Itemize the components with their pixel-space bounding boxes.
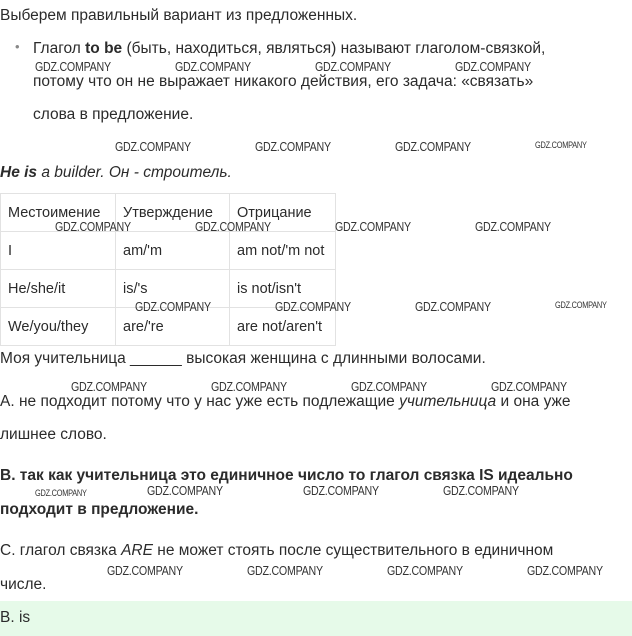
watermark: GDZ.COMPANY [55, 219, 131, 234]
question-text: Моя учительница ______ высокая женщина с длинными волосами. [0, 350, 486, 367]
watermark: GDZ.COMPANY [247, 563, 323, 578]
example-bold: He is [0, 164, 38, 181]
table-row [1, 232, 336, 270]
table-cell: are not/aren't [230, 308, 336, 346]
watermark: GDZ.COMPANY [415, 299, 491, 314]
watermark: GDZ.COMPANY [527, 563, 603, 578]
table-cell: We/you/they [1, 308, 116, 346]
watermark: GDZ.COMPANY [71, 379, 147, 394]
table-cell: I [1, 232, 116, 270]
intro-text: Выберем правильный вариант из предложенных. [0, 7, 358, 24]
watermark: GDZ.COMPANY [35, 59, 111, 74]
answer-text: B. is [0, 609, 31, 626]
option-a-italic: учительница [399, 393, 497, 410]
watermark: GDZ.COMPANY [315, 59, 391, 74]
watermark: GDZ.COMPANY [535, 140, 587, 150]
option-a-line-1 [0, 393, 570, 411]
watermark: GDZ.COMPANY [395, 139, 471, 154]
option-a-pre: А. не подходит потому что у нас уже есть подлежащие [0, 393, 400, 410]
option-a-post: и она уже [496, 393, 571, 410]
option-b-line-1: В. так как учительница это единичное число то глагол связка IS идеально [0, 467, 573, 484]
watermark: GDZ.COMPANY [475, 219, 551, 234]
watermark: GDZ.COMPANY [387, 563, 463, 578]
table-row [1, 308, 336, 346]
watermark: GDZ.COMPANY [351, 379, 427, 394]
rule-line-2: потому что он не выражает никакого действия, его задача: «связать» [33, 73, 534, 90]
rule-line-1 [33, 40, 545, 58]
option-c-line-2: числе. [0, 576, 47, 593]
example-sentence [0, 164, 232, 182]
answer-box [0, 601, 632, 636]
watermark: GDZ.COMPANY [255, 139, 331, 154]
option-c-line-1 [0, 542, 553, 560]
watermark: GDZ.COMPANY [455, 59, 531, 74]
table-cell: He/she/it [1, 270, 116, 308]
table-row [1, 270, 336, 308]
option-a-line-2: лишнее слово. [0, 426, 107, 443]
table-header-cell: Утверждение [116, 194, 230, 232]
table-header-cell: Местоимение [1, 194, 116, 232]
watermark: GDZ.COMPANY [555, 300, 607, 310]
table-header-cell: Отрицание [230, 194, 336, 232]
rule-line-1-pre: Глагол [33, 40, 86, 57]
watermark: GDZ.COMPANY [135, 299, 211, 314]
bullet-marker: • [15, 39, 20, 54]
table-header-row [1, 194, 336, 232]
table-cell: is not/isn't [230, 270, 336, 308]
table-cell: is/'s [116, 270, 230, 308]
watermark: GDZ.COMPANY [35, 488, 87, 498]
option-c-pre: С. глагол связка [0, 542, 122, 559]
example-translation: . Он - строитель. [100, 164, 232, 181]
table-cell: are/'re [116, 308, 230, 346]
table-cell: am not/'m not [230, 232, 336, 270]
rule-keyword: to be [85, 40, 123, 57]
watermark: GDZ.COMPANY [443, 483, 519, 498]
option-c-italic: ARE [121, 542, 153, 559]
watermark: GDZ.COMPANY [275, 299, 351, 314]
watermark: GDZ.COMPANY [195, 219, 271, 234]
rule-line-1-post: (быть, находиться, являться) называют глаголом-связкой, [122, 40, 546, 57]
watermark: GDZ.COMPANY [303, 483, 379, 498]
watermark: GDZ.COMPANY [211, 379, 287, 394]
option-b-line-2: подходит в предложение. [0, 501, 199, 518]
grammar-table [0, 193, 336, 346]
watermark: GDZ.COMPANY [335, 219, 411, 234]
watermark: GDZ.COMPANY [115, 139, 191, 154]
watermark: GDZ.COMPANY [491, 379, 567, 394]
watermark: GDZ.COMPANY [147, 483, 223, 498]
watermark: GDZ.COMPANY [107, 563, 183, 578]
table-cell: am/'m [116, 232, 230, 270]
option-c-post: не может стоять после существительного в единичном [152, 542, 554, 559]
watermark: GDZ.COMPANY [175, 59, 251, 74]
rule-line-3: слова в предложение. [33, 106, 194, 123]
example-rest: a builder [37, 164, 101, 181]
